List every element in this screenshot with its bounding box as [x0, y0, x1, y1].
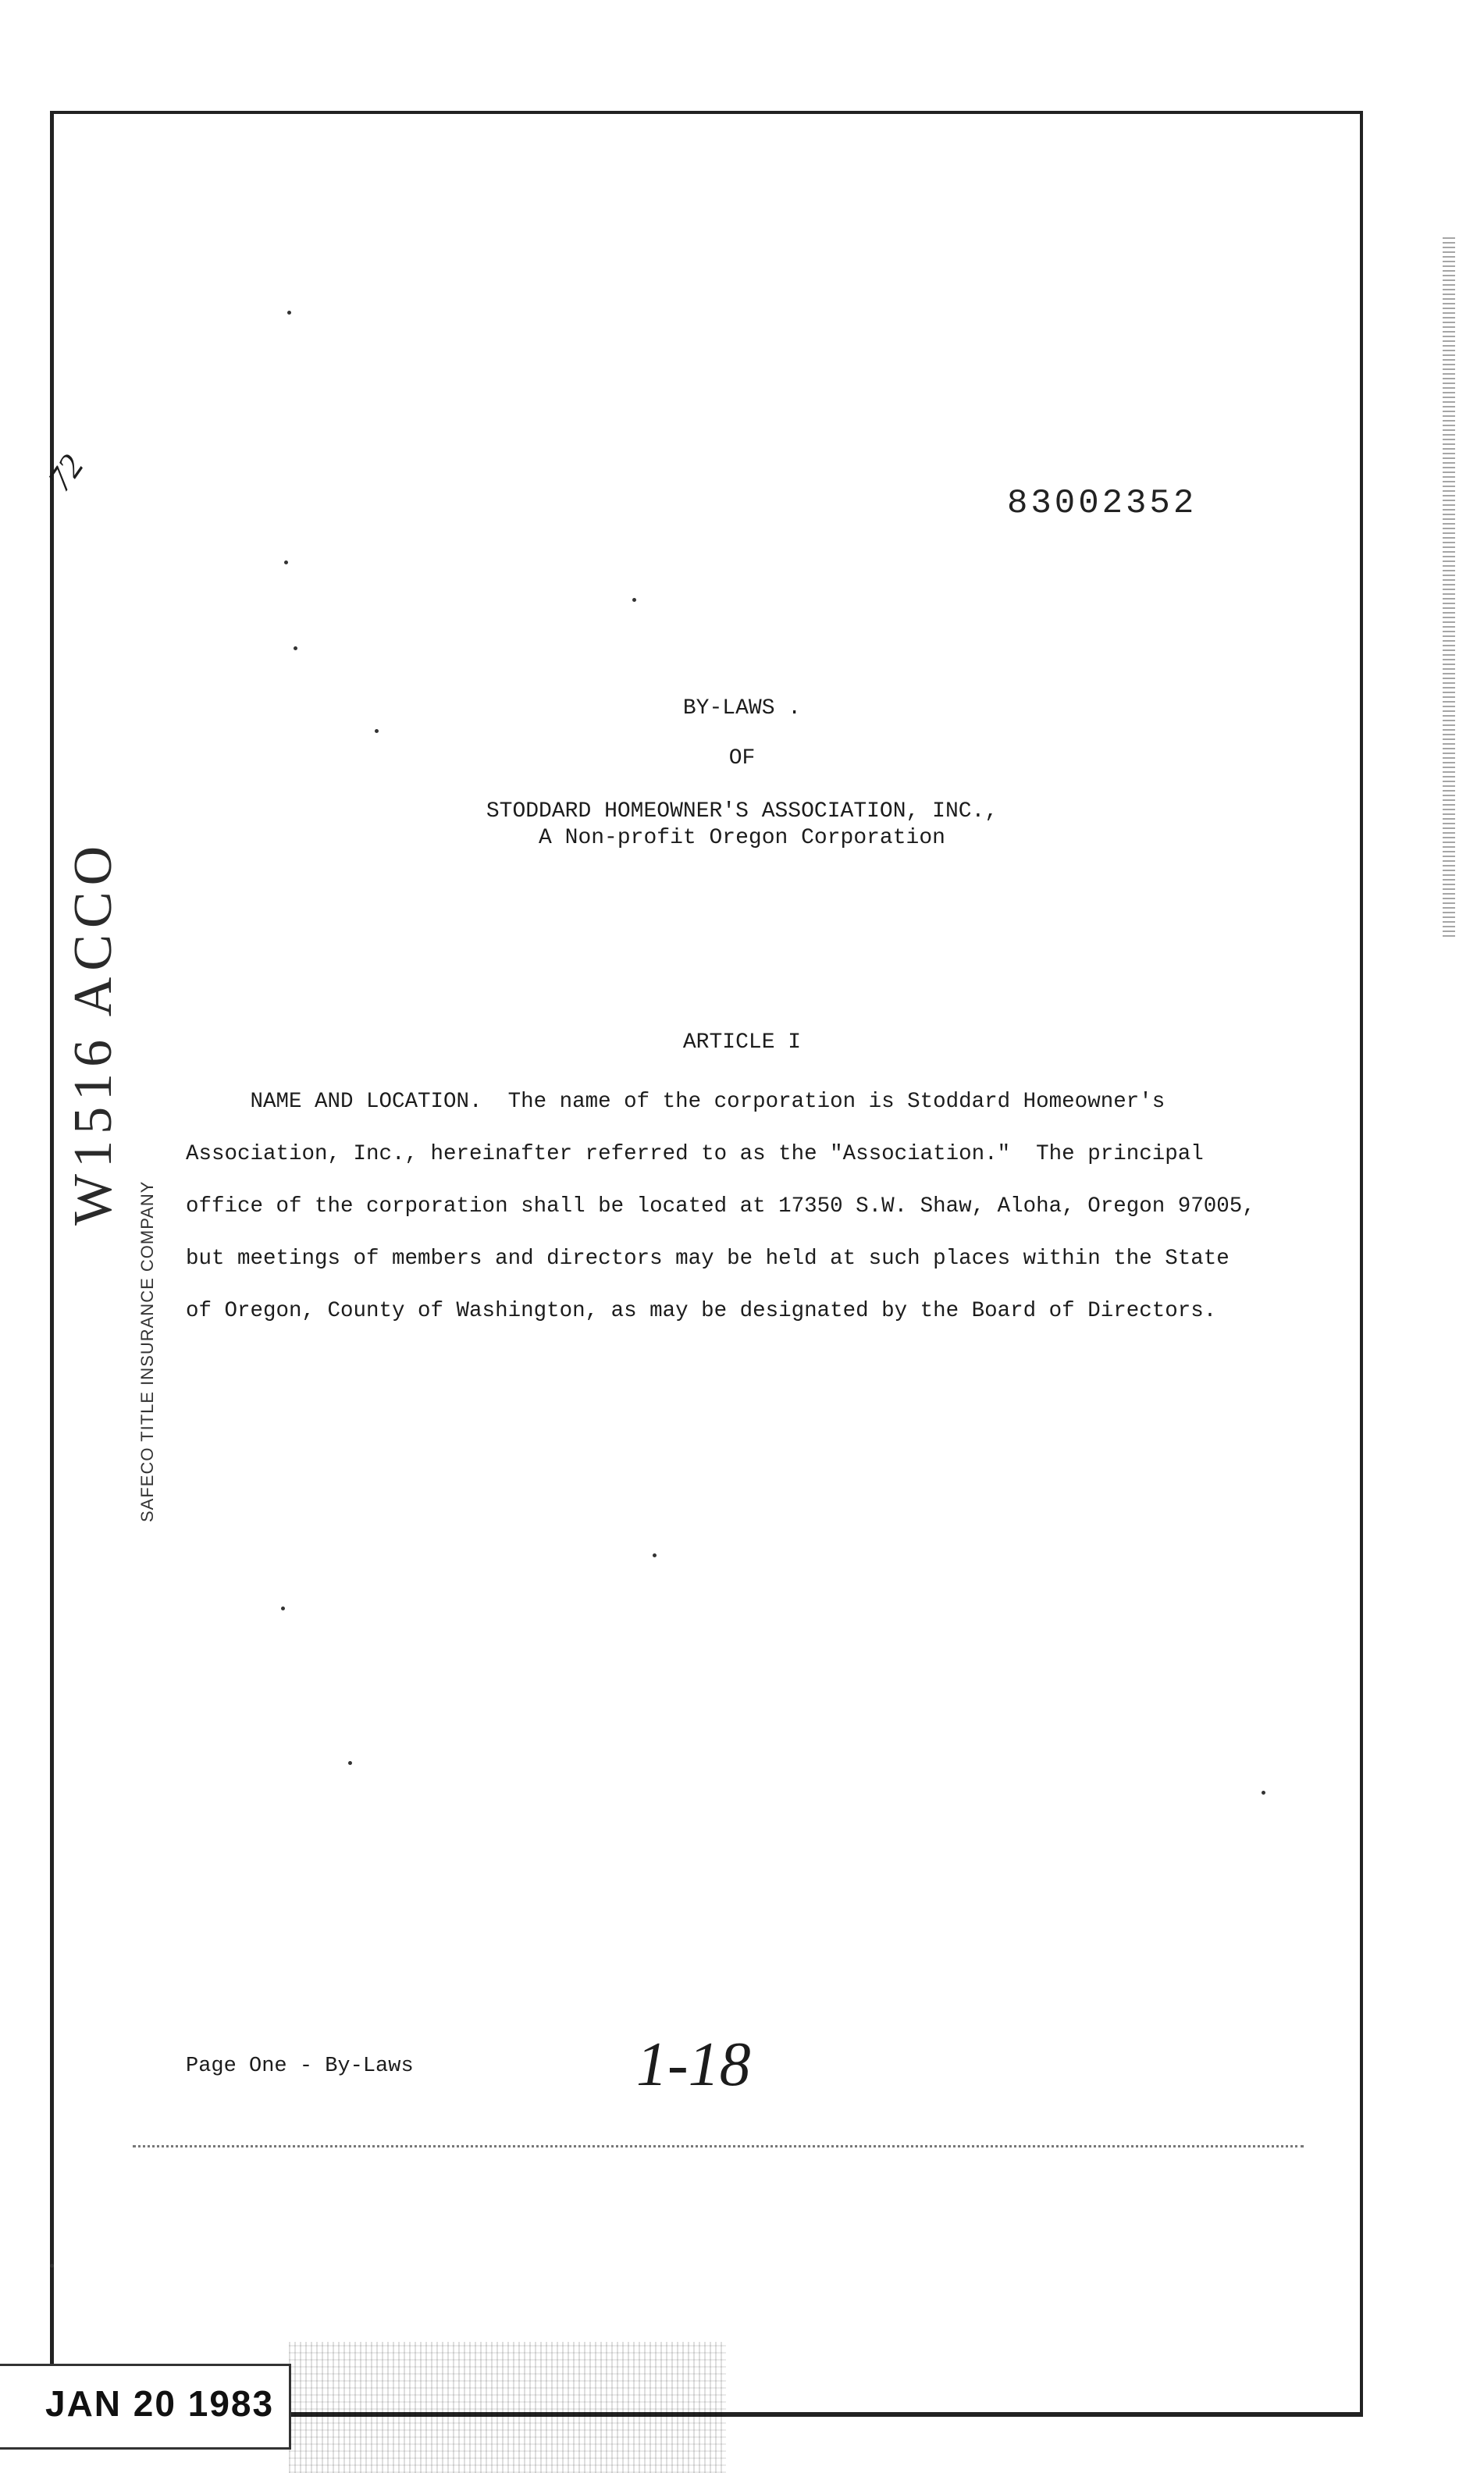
body-line: of Oregon, County of Washington, as may be designated by the Board of Directors. — [186, 1299, 1217, 1323]
margin-mark: 72 — [40, 447, 91, 498]
body-line: NAME AND LOCATION. The name of the corporation is Stoddard Homeowner's — [186, 1090, 1165, 1114]
scan-speck — [284, 560, 288, 564]
side-company-name: SAFECO TITLE INSURANCE COMPANY — [137, 1180, 157, 1522]
scan-speck — [375, 729, 379, 733]
doc-of: OF — [728, 746, 756, 770]
body-line: office of the corporation shall be located at 17350 S.W. Shaw, Aloha, Oregon 97005, — [186, 1194, 1255, 1219]
organization-name: STODDARD HOMEOWNER'S ASSOCIATION, INC., — [486, 799, 998, 824]
scan-speck — [50, 2264, 54, 2268]
organization-type: A Non-profit Oregon Corporation — [539, 826, 945, 850]
body-line: Association, Inc., hereinafter referred to as the "Association." The principal — [186, 1142, 1204, 1166]
side-handwritten-note: W1516 ACCO — [63, 839, 123, 1226]
scan-speck — [287, 311, 291, 315]
scan-speck — [348, 1761, 352, 1765]
scan-speck — [281, 1607, 285, 1610]
scan-artifact-line — [133, 2145, 1304, 2147]
doc-title: BY-LAWS . — [682, 696, 802, 721]
scan-noise — [289, 2342, 726, 2473]
scan-edge-artifact — [1443, 234, 1455, 937]
scan-speck — [1262, 1791, 1265, 1795]
article-body — [186, 1076, 1255, 1337]
scan-speck — [653, 1553, 657, 1557]
handwritten-page-number: 1-18 — [636, 2030, 751, 2099]
side-annotations — [55, 839, 157, 1522]
page-footer: Page One - By-Laws — [186, 2055, 414, 2078]
scan-speck — [294, 646, 297, 650]
document-number: 83002352 — [1007, 484, 1198, 523]
scan-speck — [632, 598, 636, 602]
body-line: but meetings of members and directors may be held at such places within the State — [186, 1247, 1230, 1271]
date-stamp: JAN 20 1983 — [45, 2383, 275, 2424]
article-heading: ARTICLE I — [682, 1030, 802, 1055]
